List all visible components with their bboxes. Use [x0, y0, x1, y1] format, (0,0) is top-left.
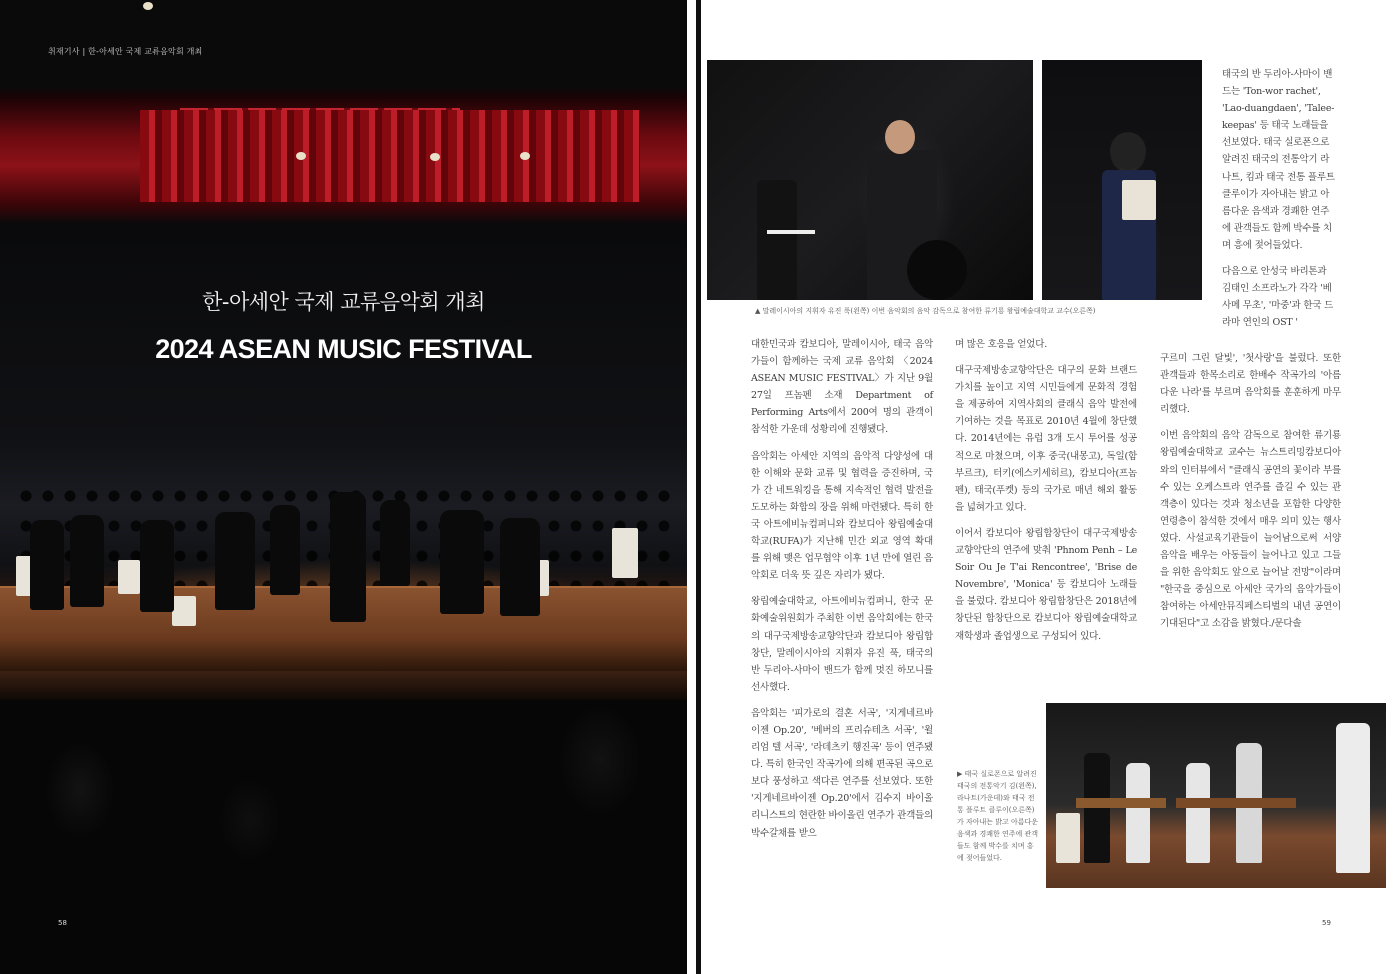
paragraph: 며 많은 호응을 얻었다.	[955, 339, 1048, 350]
speaker-head	[1110, 132, 1146, 170]
musician	[440, 510, 484, 614]
paragraph: 왕립예술대학교, 아트에비뉴컴퍼니, 한국 문화예술위원회가 주최한 이번 음악회에는 한국의 대구국제방송교향악단과 캄보디아 왕립합창단, 말레이시아의 지휘자 유진 푹, 태국의 반 두리아-사마이 밴드가 함께 멋진 하모니를 선사했다.	[751, 596, 933, 693]
stage-light	[143, 2, 153, 10]
musician	[70, 515, 104, 607]
chair	[172, 596, 196, 626]
photo-conductor-and-violinist	[707, 60, 1033, 300]
chair	[612, 528, 638, 578]
page-number-left: 58	[58, 919, 67, 927]
stage-light	[430, 153, 440, 161]
music-stand	[767, 230, 815, 234]
paragraph: 대한민국과 캄보디아, 말레이시아, 태국 음악가들이 함께하는 국제 교류 음악회 〈2024 ASEAN MUSIC FESTIVAL〉가 지난 9월 27일 프놈펜 소재 Department of Performing Arts에서 200여 명의 관객이 참석한 가운데 성황리에 진행됐다.	[751, 339, 933, 436]
violinist-figure	[757, 180, 797, 300]
audience-silhouettes	[0, 700, 687, 974]
conductor-head	[885, 120, 915, 154]
article-column-2	[955, 336, 1137, 654]
musician	[140, 520, 174, 612]
musician-figure	[1186, 763, 1210, 863]
paragraph: 음악회는 '피가로의 결혼 서곡', '지게네르바이젠 Op.20', '베버의 프리슈테츠 서곡', '윌리엄 텔 서곡', '라데츠키 행진곡' 등이 연주됐다. 특히 한국인 작곡가에 의해 편곡된 곡으로 보다 풍성하고 색다른 연주를 선보였다. 또한 '지게네르바이젠 Op.20'에서 김수지 바이올리니스트의 현란한 바이올린 연주가 관객들의 박수갈채를 받으	[751, 707, 933, 839]
musician	[30, 520, 64, 610]
musician	[380, 500, 410, 586]
paragraph: 태국의 반 두리아-사마이 밴드는 'Ton-wor rachet', 'Lao-duangdaen', 'Talee-keepas' 등 태국 노래들을 선보였다. 태국 실로폰으로 알려진 태국의 전통악기 라나트, 킴과 태국 전통 플루트 클루이가 자아내는 밝고 아름다운 음색과 경쾌한 연주에 관객들도 함께 박수를 치며 흥에 젖어들었다.	[1222, 69, 1335, 251]
page-number-right: 59	[1322, 919, 1331, 927]
chair	[118, 560, 140, 594]
paper-sheet	[1122, 180, 1156, 220]
article-column-3-top	[1222, 66, 1337, 340]
conductor	[330, 492, 366, 622]
stage-light	[520, 152, 530, 160]
singer-figure	[1336, 723, 1370, 873]
photo-thai-band	[1046, 703, 1386, 888]
xylophone-khim	[1176, 798, 1296, 808]
paragraph: 대구국제방송교향악단은 대구의 문화 브랜드 가치를 높이고 지역 시민들에게 문화적 경험을 제공하여 지역사회의 클래식 음악 발전에 기여하는 것을 목표로 2010년 4월에 창단했다. 2014년에는 유럽 3개 도시 투어를 성공적으로 마쳤으며, 이후 중국(내몽고), 독일(함부르크), 터키(에스키세히르), 캄보디아(프놈펜), 태국(푸켓) 등의 국가로 매년 해외 활동을 넓혀가고 있다.	[955, 365, 1137, 513]
musician-figure	[1126, 763, 1150, 863]
musician	[215, 512, 255, 610]
photo-caption-top: ▲ 말레이시아의 지휘자 유진 푹(왼쪽) 이번 음악회의 음악 감독으로 참여한 류기룡 왕립예술대학교 교수(오른쪽)	[755, 307, 1096, 315]
stage-light	[296, 152, 306, 160]
stage-curtain	[140, 110, 640, 202]
chair	[1056, 813, 1080, 863]
audience-head	[907, 240, 967, 300]
musician-figure	[1084, 753, 1110, 863]
paragraph: 이번 음악회의 음악 감독으로 참여한 류기룡 왕립예술대학교 교수는 뉴스트리밍캄보디아와의 인터뷰에서 "클래식 공연의 꽃이라 부를 수 있는 오케스트라 연주를 즐길 수 있는 관객층이 있다는 것과 청소년을 포함한 다양한 연령층이 참석한 것에서 매우 의미 있는 행사였다. 사설교육기관들이 늘어남으로써 서양음악을 배우는 아동들이 늘어나고 있고 그들을 위한 음악회도 앞으로 늘어날 전망"이라며 "한국을 중심으로 아세안 국가의 음악가들이 참여하는 아세안뮤직페스티벌의 내년 공연이 기대된다"고 소감을 밝혔다./문다솔	[1160, 430, 1341, 630]
left-page-concert-photo	[0, 0, 687, 974]
article-column-3-bottom	[1160, 350, 1341, 642]
photo-caption-bottom: ▶ 태국 실로폰으로 알려진 태국의 전통악기 김(왼쪽), 라나트(가운데)와 태국 전통 플루트 클루이(오른쪽)가 자아내는 밝고 아름다운 음색과 경쾌한 연주에 관객들도 함께 박수를 치며 흥에 젖어들었다.	[957, 770, 1039, 862]
article-column-1	[751, 336, 933, 851]
photo-music-director-speaking	[1042, 60, 1202, 300]
paragraph: 음악회는 아세안 지역의 음악적 다양성에 대한 이해와 문화 교류 및 협력을 증진하며, 국가 간 네트워킹을 통해 지속적인 협력 발전을 도모하는 화합의 장을 위해 마련됐다. 특히 한국 아트에비뉴컴퍼니와 캄보디아 왕립예술대학교(RUFA)가 지난해 민간 외교 영역 확대를 위해 맺은 업무협약 이후 1년 만에 열린 음악회로 더욱 뜻 깊은 자리가 됐다.	[751, 450, 933, 582]
article-title-korean: 한-아세안 국제 교류음악회 개최	[202, 290, 485, 314]
musician	[500, 518, 540, 616]
paragraph: 이어서 캄보디아 왕립합창단이 대구국제방송교향악단의 연주에 맞춰 'Phnom Penh – Le Soir Ou Je T'ai Rencontree', 'Brise de Novembre', 'Monica' 등 캄보디아 노래들을 불렀다. 캄보디아 왕립합창단은 2018년에 창단된 합창단으로 캄보디아 왕립예술대학교 재학생과 졸업생으로 구성되어 있다.	[955, 527, 1137, 642]
xylophone-ranat	[1076, 798, 1166, 808]
article-title-english: 2024 ASEAN MUSIC FESTIVAL	[155, 334, 532, 364]
page-gutter-line	[696, 0, 701, 974]
musician	[270, 505, 300, 595]
paragraph: 다음으로 안성국 바리톤과 김태인 소프라노가 각각 '베사메 무초', '마중'과 한국 드라마 연인의 OST '	[1222, 266, 1334, 329]
paragraph: 구르미 그린 달빛', '첫사랑'을 불렀다. 또한 관객들과 한목소리로 한배수 작곡가의 '아름다운 나라'를 부르며 음악회를 훈훈하게 마무리했다.	[1160, 353, 1341, 416]
section-header: 취재기사 | 한-아세안 국제 교류음악회 개최	[48, 47, 203, 56]
